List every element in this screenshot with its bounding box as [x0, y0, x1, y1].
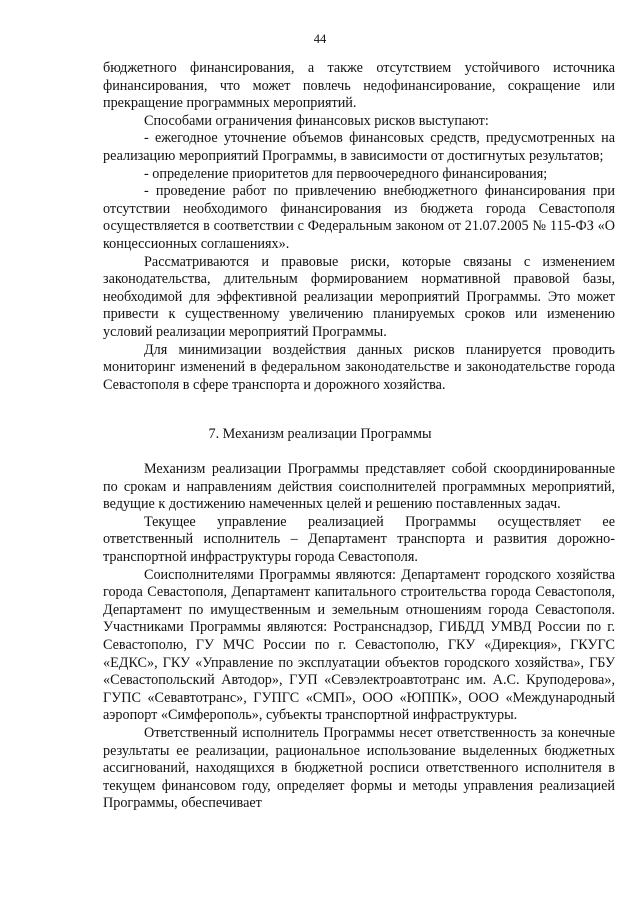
page-number: 44	[313, 32, 327, 46]
paragraph: - определение приоритетов для первоочередного финансирования;	[144, 165, 548, 182]
paragraph: Рассматриваются и правовые риски, которые связаны с изменением законодательства, длительным формированием нормативной правовой базы, необходимой для эффективной реализации мероприятий Программы. Это может привести к существенному увеличению планируемых сроков или изменению условий реализации мероприятий Программы.	[103, 253, 615, 340]
paragraph: Ответственный исполнитель Программы несет ответственность за конечные результаты ее реализации, рациональное использование выделенных бюджетных ассигнований, находящихся в бюджетной росписи ответственного исполнителя в текущем финансовом году, определяет формы и методы управления реализацией Программы, обеспечивает	[103, 724, 615, 812]
paragraph: Для минимизации воздействия данных рисков планируется проводить мониторинг изменений в федеральном законодательстве и законодательстве города Севастополя в сфере транспорта и дорожного хозяйства.	[103, 341, 615, 393]
paragraph: - проведение работ по привлечению внебюджетного финансирования при отсутствии необходимого финансирования из бюджета города Севастополя осуществляется в соответствии с Федеральным законом от 21.07.2005 № 115-ФЗ «О концессионных соглашениях».	[103, 183, 615, 252]
paragraph: Соисполнителями Программы являются: Департамент городского хозяйства города Севастополя, Департамент капитального строительства города Севастополя, Департамент по имущественным и земельным отношениям города Севастополя. Участниками Программы являются: Ространснадзор, ГИБДД УМВД России по г. Севастополю, ГУ МЧС России по г. Севастополю, ГКУ «Дирекция», ГКУГС «ЕДКС», ГКУ «Управление по эксплуатации объектов городского хозяйства», ГБУ «Севастопольский Автодор», ГУП «Севэлектроавтотранс им. А.С. Круподерова», ГУПС «Севавтотранс», ГУПГС «СМП», ООО «ЮППК», ООО «Международный аэропорт «Симферополь», субъекты транспортной инфраструктуры.	[103, 566, 615, 724]
paragraph: - ежегодное уточнение объемов финансовых средств, предусмотренных на реализацию мероприятий Программы, в зависимости от достигнутых результатов;	[103, 130, 615, 164]
paragraph: бюджетного финансирования, а также отсутствием устойчивого источника финансирования, что может повлечь недофинансирование, сокращение или прекращение программных мероприятий.	[103, 60, 615, 112]
section-heading: 7. Механизм реализации Программы	[208, 426, 432, 442]
paragraph: Механизм реализации Программы представляет собой скоординированные по срокам и направлениям действия соисполнителей программных мероприятий, ведущие к достижению намеченных целей и решению поставленных задач.	[103, 461, 615, 513]
paragraph: Способами ограничения финансовых рисков выступают:	[144, 112, 489, 129]
mechanism-section-text	[103, 461, 615, 813]
risk-section-text	[103, 60, 615, 394]
paragraph: Текущее управление реализацией Программы осуществляет ее ответственный исполнитель – Департамент транспорта и развития дорожно-транспортной инфраструктуры города Севастополя.	[103, 513, 615, 565]
